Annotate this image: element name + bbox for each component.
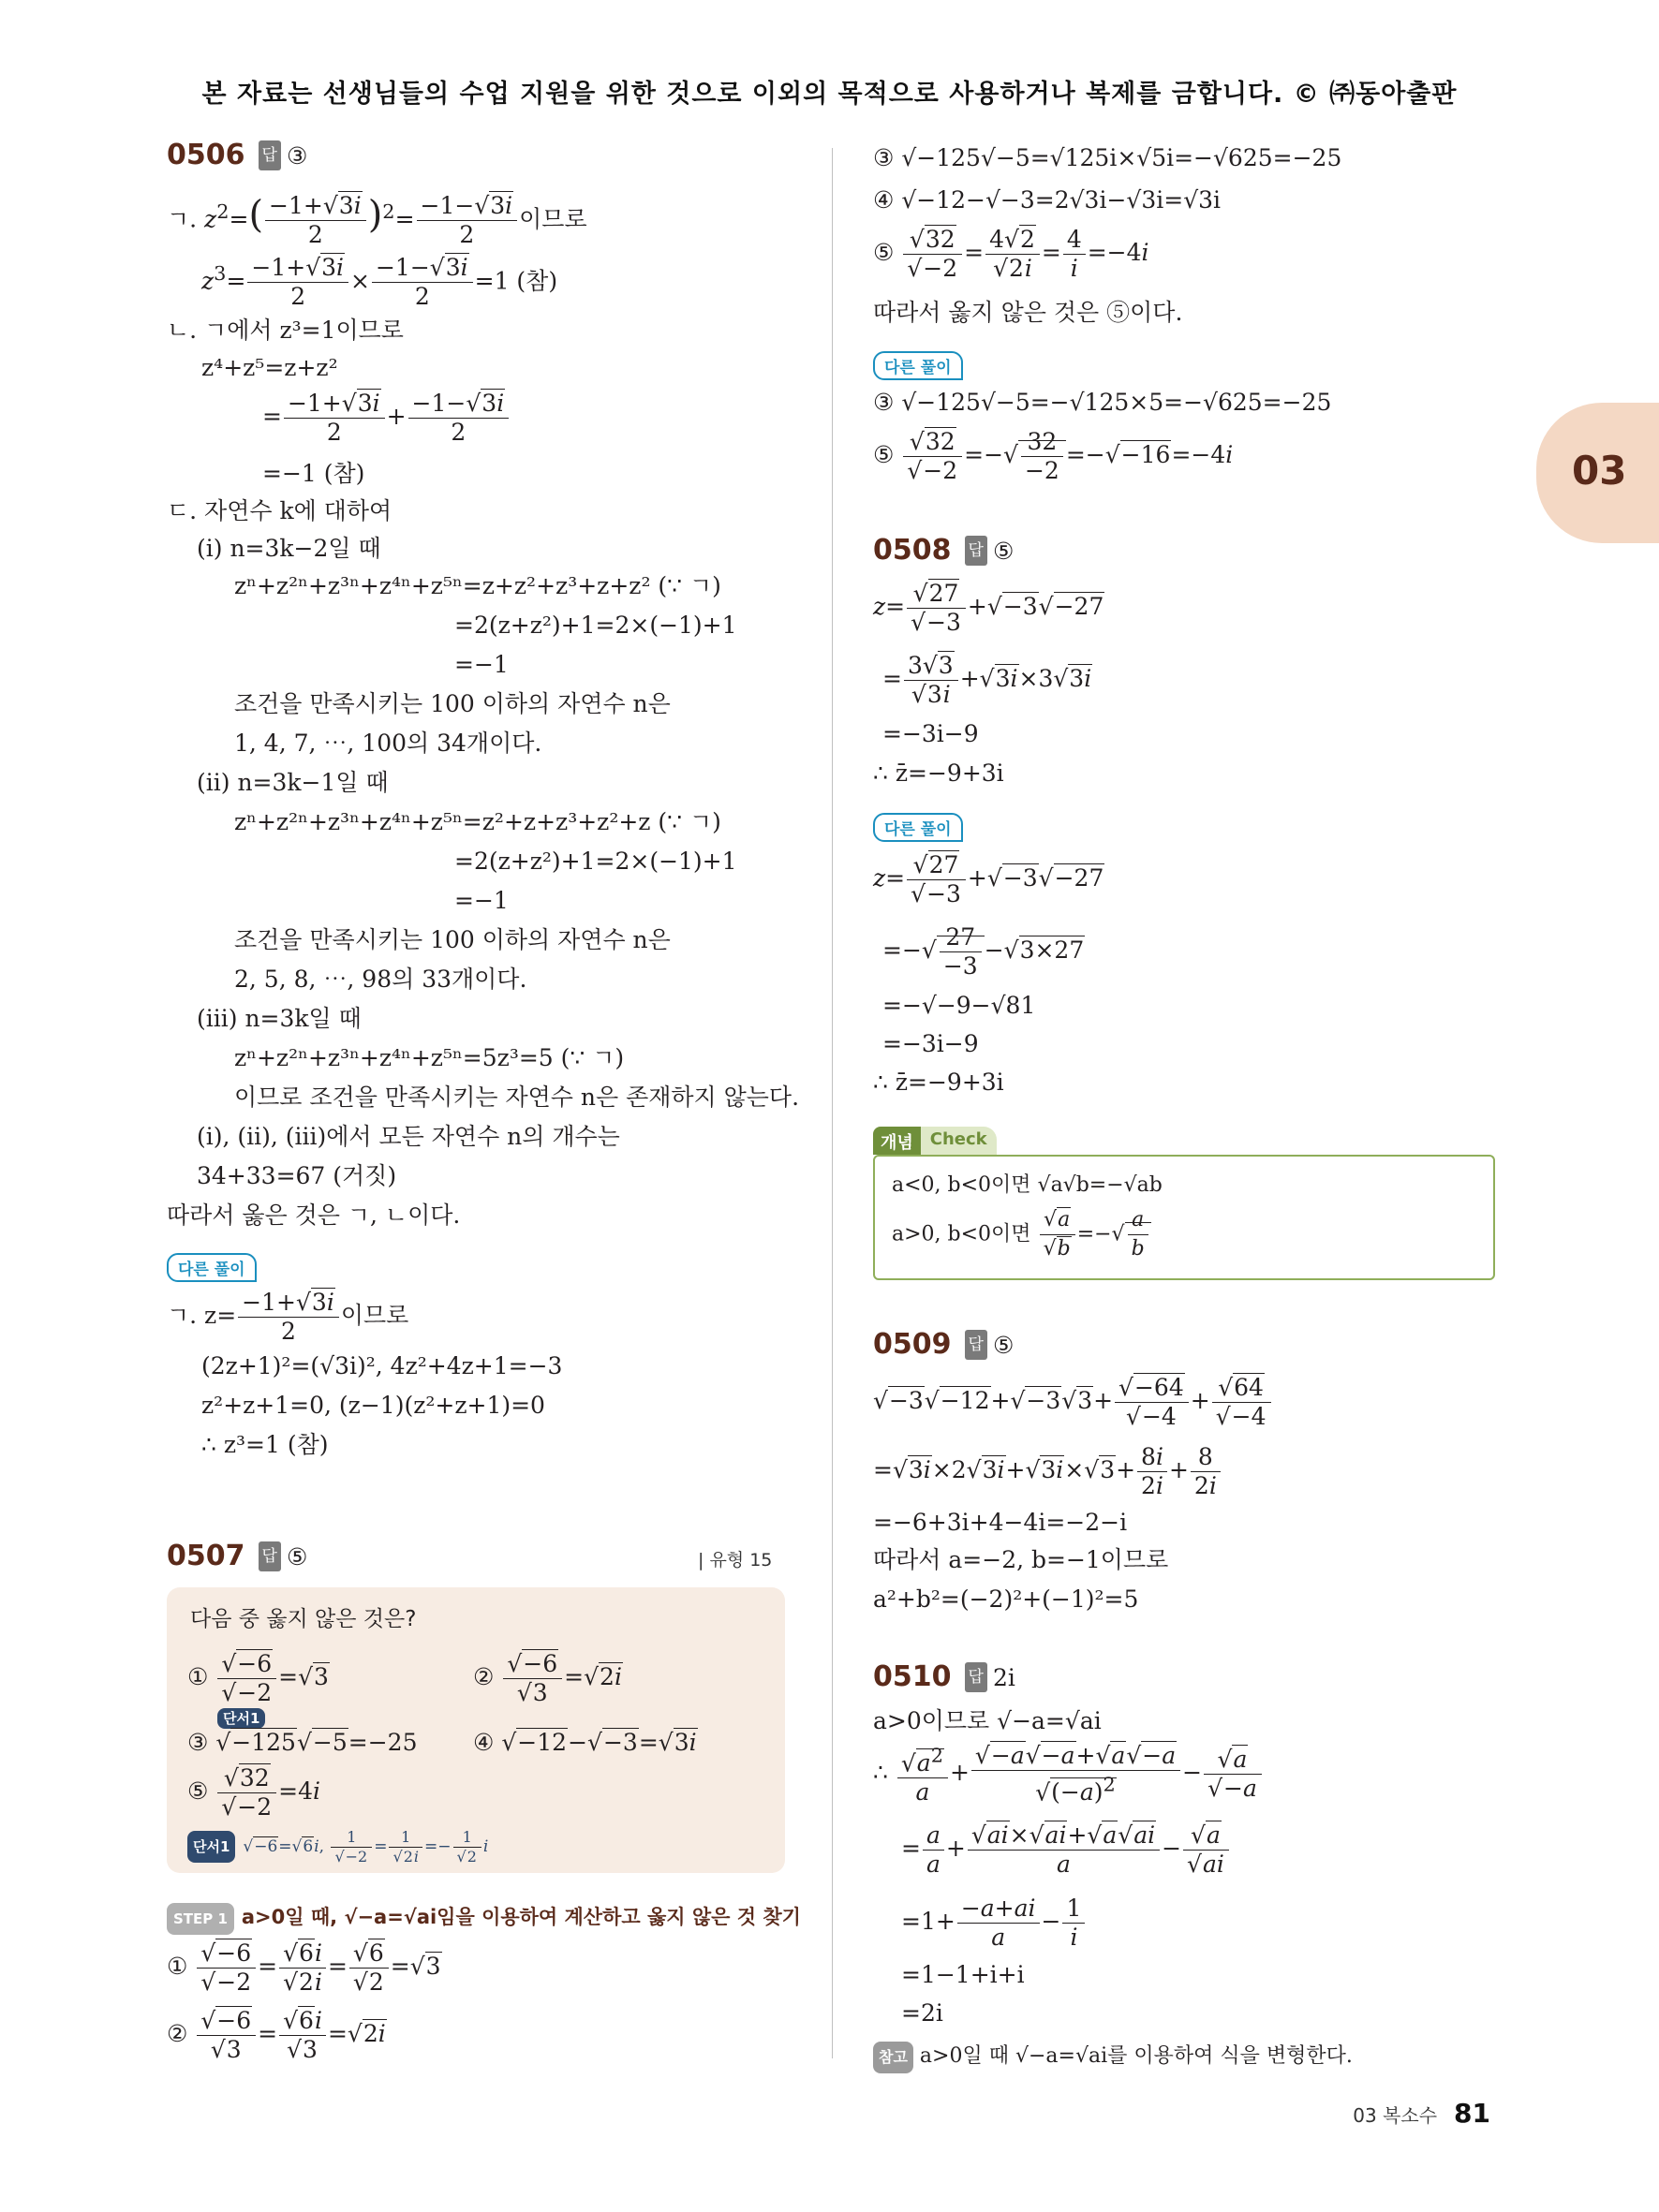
answer-badge: 답 xyxy=(259,1541,281,1571)
eq-line: =−1 (참) xyxy=(262,460,365,487)
text-line: 1, 4, 7, ⋯, 100의 34개이다. xyxy=(234,730,542,757)
reference-note xyxy=(873,2042,1353,2073)
answer-badge: 답 xyxy=(259,140,281,170)
hint-tag: 단서1 xyxy=(187,1831,235,1863)
problem-type-tag: | 유형 15 xyxy=(698,1550,773,1571)
conclusion: 따라서 옳은 것은 ㄱ, ㄴ이다. xyxy=(167,1202,461,1229)
item-label: ㄱ. xyxy=(167,205,205,233)
fraction: $\frac{-1+√3i}{2}$ xyxy=(238,1289,339,1346)
eq-line: √−3√−12+√−3√3+ $\frac{√-64}{√-4}$ + $\frac{√64}{√-4}$ xyxy=(873,1373,1273,1431)
text: 이므로 xyxy=(519,205,587,233)
step-text: a>0일 때, √−a=√ai임을 이용하여 계산하고 옳지 않은 것 찾기 xyxy=(241,1906,801,1928)
fraction: $\frac{√ai\times√ai+√a√ai}{a}$ xyxy=(968,1821,1160,1879)
eq-line: ③ √−125√−5=√125i×√5i=−√625=−25 xyxy=(873,144,1342,171)
eq-line: = $\frac{3√3}{√3i}$ +√3i×3√3i xyxy=(882,652,1092,708)
answer-value: ③ xyxy=(286,142,308,170)
eq-line: z= $\frac{√27}{√-3}$ +√−3√−27 xyxy=(873,851,1104,907)
text-line: 따라서 a=−2, b=−1이므로 xyxy=(873,1546,1169,1573)
eq-line: ㄱ. $z^2=$( $\frac{-1+√3i}{2}$ )$^2$= $\frac{-1-√3i}{2}$ 이므로 xyxy=(167,192,587,249)
eq-line: zⁿ+z²ⁿ+z³ⁿ+z⁴ⁿ+z⁵ⁿ=z+z²+z³+z+z² (∵ ㄱ) xyxy=(234,572,721,599)
eq-line: z⁴+z⁵=z+z² xyxy=(201,354,338,381)
fraction: $\frac{√a}{√b}$ xyxy=(1040,1206,1075,1263)
eq-line: (2z+1)²=(√3i)², 4z²+4z+1=−3 xyxy=(201,1352,563,1379)
problem-0508-header xyxy=(873,536,1014,567)
eq-line: =1+ $\frac{-a+ai}{a}$ − $\frac{1}{i}$ xyxy=(901,1894,1087,1952)
fraction: $\frac{3√3}{√3i}$ xyxy=(904,652,958,709)
fraction: $\frac{-1+√3i}{2}$ xyxy=(284,390,385,447)
eq-line: a>0이므로 √−a=√ai xyxy=(873,1707,1102,1734)
problem-0509-header xyxy=(873,1330,1014,1361)
eq-line: ⑤ $\frac{√32}{√-2}$ = $\frac{4√2}{√2i}$ = $\frac{4}{i}$ =−4i xyxy=(873,226,1149,282)
hint-tag: 단서1 xyxy=(217,1708,265,1729)
eq-line: =2i xyxy=(901,1999,943,2027)
eq-line: =1−1+i+i xyxy=(901,1961,1025,1988)
eq-line: z= $\frac{√27}{√-3}$ +√−3√−27 xyxy=(873,580,1104,636)
eq-line: =2(z+z²)+1=2×(−1)+1 xyxy=(454,848,737,875)
problem-number: 0507 xyxy=(167,1540,245,1572)
eq-line: a²+b²=(−2)²+(−1)²=5 xyxy=(873,1585,1139,1613)
eq-line: =−1 xyxy=(454,887,509,914)
fraction: $\frac{4}{i}$ xyxy=(1063,226,1086,283)
text-line: 2, 5, 8, ⋯, 98의 33개이다. xyxy=(234,966,527,993)
fraction: $\frac{√32}{√-2}$ xyxy=(217,1764,276,1821)
text-line: 조건을 만족시키는 100 이하의 자연수 n은 xyxy=(234,690,671,717)
reference-tag: 참고 xyxy=(873,2042,913,2073)
fraction: $\frac{√-64}{√-4}$ xyxy=(1115,1374,1189,1431)
fraction: $\frac{a}{a}$ xyxy=(923,1821,944,1879)
text: a>0, b<0이면 xyxy=(892,1222,1031,1246)
fraction: $\frac{√6}{√2}$ xyxy=(349,1939,389,1997)
alt-solution-tag: 다른 풀이 xyxy=(873,813,963,842)
problem-number: 0510 xyxy=(873,1660,952,1693)
eq-line: ⑤ $\frac{√32}{√-2}$ =−√ $\frac{32}{-2}$ =−√−16=−4i xyxy=(873,428,1234,484)
case-heading: (ⅱ) n=3k−1일 때 xyxy=(197,769,389,796)
answer-badge: 답 xyxy=(965,1662,987,1692)
eq-line: ② $\frac{√-6}{√3}$ = $\frac{√6i}{√3}$ =√2i xyxy=(167,2007,386,2063)
eq-line: ∴ z³=1 (참) xyxy=(201,1431,329,1458)
fraction: $\frac{8}{2i}$ xyxy=(1191,1443,1221,1500)
fraction: $\frac{√64}{√-4}$ xyxy=(1212,1374,1271,1431)
choice-4: ④ √−12−√−3=√3i xyxy=(473,1729,697,1756)
eq-line: =−√ $\frac{27}{-3}$ −√3×27 xyxy=(882,923,1085,980)
eq-line: =2(z+z²)+1=2×(−1)+1 xyxy=(454,612,737,639)
answer-value: ⑤ xyxy=(992,1332,1015,1359)
fraction: $\frac{√a^2}{a}$ xyxy=(897,1742,948,1806)
fraction: $\frac{√a}{√ai}$ xyxy=(1183,1821,1229,1879)
answer-badge: 답 xyxy=(965,536,987,566)
fraction: $\frac{√27}{√-3}$ xyxy=(907,851,966,908)
problem-0507-header xyxy=(167,1541,307,1572)
fraction: $\frac{√32}{√-2}$ xyxy=(903,226,962,283)
text-line: 조건을 만족시키는 100 이하의 자연수 n은 xyxy=(234,926,671,953)
answer-badge: 답 xyxy=(965,1330,987,1360)
fraction: $\frac{√a}{√-a}$ xyxy=(1204,1746,1262,1803)
concept-check-tag xyxy=(873,1127,997,1155)
fraction: $\frac{-1-√3i}{2}$ xyxy=(408,390,510,447)
eq-line: =−3i−9 xyxy=(882,720,979,747)
case-heading: (ⅲ) n=3k일 때 xyxy=(197,1005,362,1032)
eq-line: ∴ $\frac{√a^2}{a}$ + $\frac{√-a√-a+√a√-a}{√(-a)^2}$ − $\frac{√a}{√-a}$ xyxy=(873,1742,1264,1806)
fraction: $\frac{-a+ai}{a}$ xyxy=(957,1895,1040,1952)
answer-value: 2i xyxy=(992,1664,1015,1691)
fraction: $\frac{√6i}{√2i}$ xyxy=(279,1939,326,1997)
problem-number: 0509 xyxy=(873,1328,952,1361)
fraction: $\frac{√27}{√-3}$ xyxy=(907,580,966,637)
text-line: ㄷ. 자연수 k에 대하여 xyxy=(167,497,393,524)
text-line: 이므로 조건을 만족시키는 자연수 n은 존재하지 않는다. xyxy=(234,1084,800,1111)
fraction: $\frac{√6i}{√3}$ xyxy=(279,2007,326,2064)
text: =1 (참) xyxy=(474,267,558,295)
eq-line: ∴ z̄=−9+3i xyxy=(873,759,1004,787)
fraction: $\frac{-1+√3i}{2}$ xyxy=(247,254,348,311)
concept-label: 개념 xyxy=(873,1127,921,1155)
eq-line: $z^3=$ $\frac{-1+√3i}{2}$ × $\frac{-1-√3i}{2}$ =1 (참) xyxy=(201,254,558,311)
problem-0510-header xyxy=(873,1662,1015,1693)
eq-line: z²+z+1=0, (z−1)(z²+z+1)=0 xyxy=(201,1392,545,1419)
problem-0506-header xyxy=(167,140,307,171)
fraction: $\frac{√-6}{√-2}$ xyxy=(217,1650,276,1707)
step-line xyxy=(167,1901,801,1935)
step-tag: STEP 1 xyxy=(167,1903,234,1935)
eq-line: 34+33=67 (거짓) xyxy=(197,1162,397,1189)
answer-value: ⑤ xyxy=(992,538,1015,565)
text-line: ㄴ. ㄱ에서 z³=1이므로 xyxy=(167,317,404,344)
fraction: $\frac{-1+√3i}{2}$ xyxy=(265,192,366,249)
check-label: Check xyxy=(921,1127,997,1155)
fraction: $\frac{√-6}{√3}$ xyxy=(197,2007,256,2064)
text: 이므로 xyxy=(340,1302,409,1329)
choice-3: ③ √−125√−5=−25 xyxy=(187,1729,418,1756)
fraction: $\frac{-1-√3i}{2}$ xyxy=(372,254,473,311)
eq-line: =−1 xyxy=(454,651,509,678)
eq-line: ① $\frac{√-6}{√-2}$ = $\frac{√6i}{√2i}$ = $\frac{√6}{√2}$ =√3 xyxy=(167,1939,441,1996)
problem-number: 0508 xyxy=(873,534,952,567)
eq-line: ∴ z̄=−9+3i xyxy=(873,1069,1004,1096)
text: ㄱ. z= xyxy=(167,1302,237,1329)
chapter-number: 03 xyxy=(1572,448,1627,494)
page-footer xyxy=(1353,2098,1490,2129)
fraction: $\frac{8i}{2i}$ xyxy=(1137,1443,1167,1500)
reference-text: a>0일 때 √−a=√ai를 이용하여 식을 변형한다. xyxy=(919,2044,1353,2068)
concept-line-2: a>0, b<0이면 $\frac{√a}{√b}$ =−√ $\frac{a}{b}$ xyxy=(892,1206,1151,1263)
answer-value: ⑤ xyxy=(286,1543,308,1571)
column-divider xyxy=(832,148,833,2058)
fraction: $\frac{√-6}{√-2}$ xyxy=(197,1939,256,1997)
conclusion: 따라서 옳지 않은 것은 ⑤이다. xyxy=(873,299,1183,326)
choice-1: ① $\frac{√-6}{√-2}$ =√3 xyxy=(187,1650,329,1706)
fraction: $\frac{√-6}{√3}$ xyxy=(503,1650,562,1707)
alt-solution-tag: 다른 풀이 xyxy=(873,351,963,380)
eq-line xyxy=(167,1288,408,1346)
hint-line: 단서1 √−6=√6i, $\frac{1}{√-2}$ = $\frac{1}{√2i}$ =− $\frac{1}{√2}$ i xyxy=(187,1828,488,1866)
problem-number: 0506 xyxy=(167,139,245,171)
text-line: (ⅰ), (ⅱ), (ⅲ)에서 모든 자연수 n의 개수는 xyxy=(197,1123,620,1150)
eq-line: = $\frac{a}{a}$ + $\frac{√ai\times√ai+√a√ai}{a}$ − $\frac{√a}{√ai}$ xyxy=(901,1821,1231,1879)
copyright-notice: 본 자료는 선생님들의 수업 지원을 위한 것으로 이외의 목적으로 사용하거나 복제를 금합니다. © ㈜동아출판 xyxy=(201,80,1458,109)
page-number: 81 xyxy=(1454,2098,1490,2129)
eq-line: =−3i−9 xyxy=(882,1030,979,1057)
question-text: 다음 중 옳지 않은 것은? xyxy=(190,1607,417,1631)
fraction: $\frac{√-a√-a+√a√-a}{√(-a)^2}$ xyxy=(971,1742,1180,1806)
hint-marker xyxy=(217,1706,265,1729)
choice-2: ② $\frac{√-6}{√3}$ =√2i xyxy=(473,1650,622,1706)
choice-5: ⑤ $\frac{√32}{√-2}$ =4i xyxy=(187,1764,321,1821)
eq-line: ④ √−12−√−3=2√3i−√3i=√3i xyxy=(873,186,1222,214)
fraction: $\frac{√32}{√-2}$ xyxy=(903,428,962,485)
eq-line: zⁿ+z²ⁿ+z³ⁿ+z⁴ⁿ+z⁵ⁿ=z²+z+z³+z²+z (∵ ㄱ) xyxy=(234,808,721,835)
case-heading: (ⅰ) n=3k−2일 때 xyxy=(197,535,381,562)
fraction: $\frac{-1-√3i}{2}$ xyxy=(417,192,518,249)
alt-solution-tag: 다른 풀이 xyxy=(167,1253,257,1282)
concept-line-1: a<0, b<0이면 √a√b=−√ab xyxy=(892,1173,1163,1197)
eq-line: ③ √−125√−5=−√125×5=−√625=−25 xyxy=(873,389,1332,416)
eq-line: =−√−9−√81 xyxy=(882,992,1036,1019)
footer-chapter: 03 복소수 xyxy=(1353,2104,1438,2127)
eq-line: =√3i×2√3i+√3i×√3+ $\frac{8i}{2i}$ + $\frac{8}{2i}$ xyxy=(873,1442,1222,1500)
fraction: $\frac{1}{i}$ xyxy=(1062,1895,1085,1952)
fraction: $\frac{4√2}{√2i}$ xyxy=(985,226,1040,283)
eq-line: = $\frac{-1+√3i}{2}$ + $\frac{-1-√3i}{2}$ xyxy=(262,389,511,447)
eq-line: zⁿ+z²ⁿ+z³ⁿ+z⁴ⁿ+z⁵ⁿ=5z³=5 (∵ ㄱ) xyxy=(234,1044,625,1071)
eq-line: =−6+3i+4−4i=−2−i xyxy=(873,1509,1128,1536)
type-label: 유형 15 xyxy=(709,1550,773,1571)
